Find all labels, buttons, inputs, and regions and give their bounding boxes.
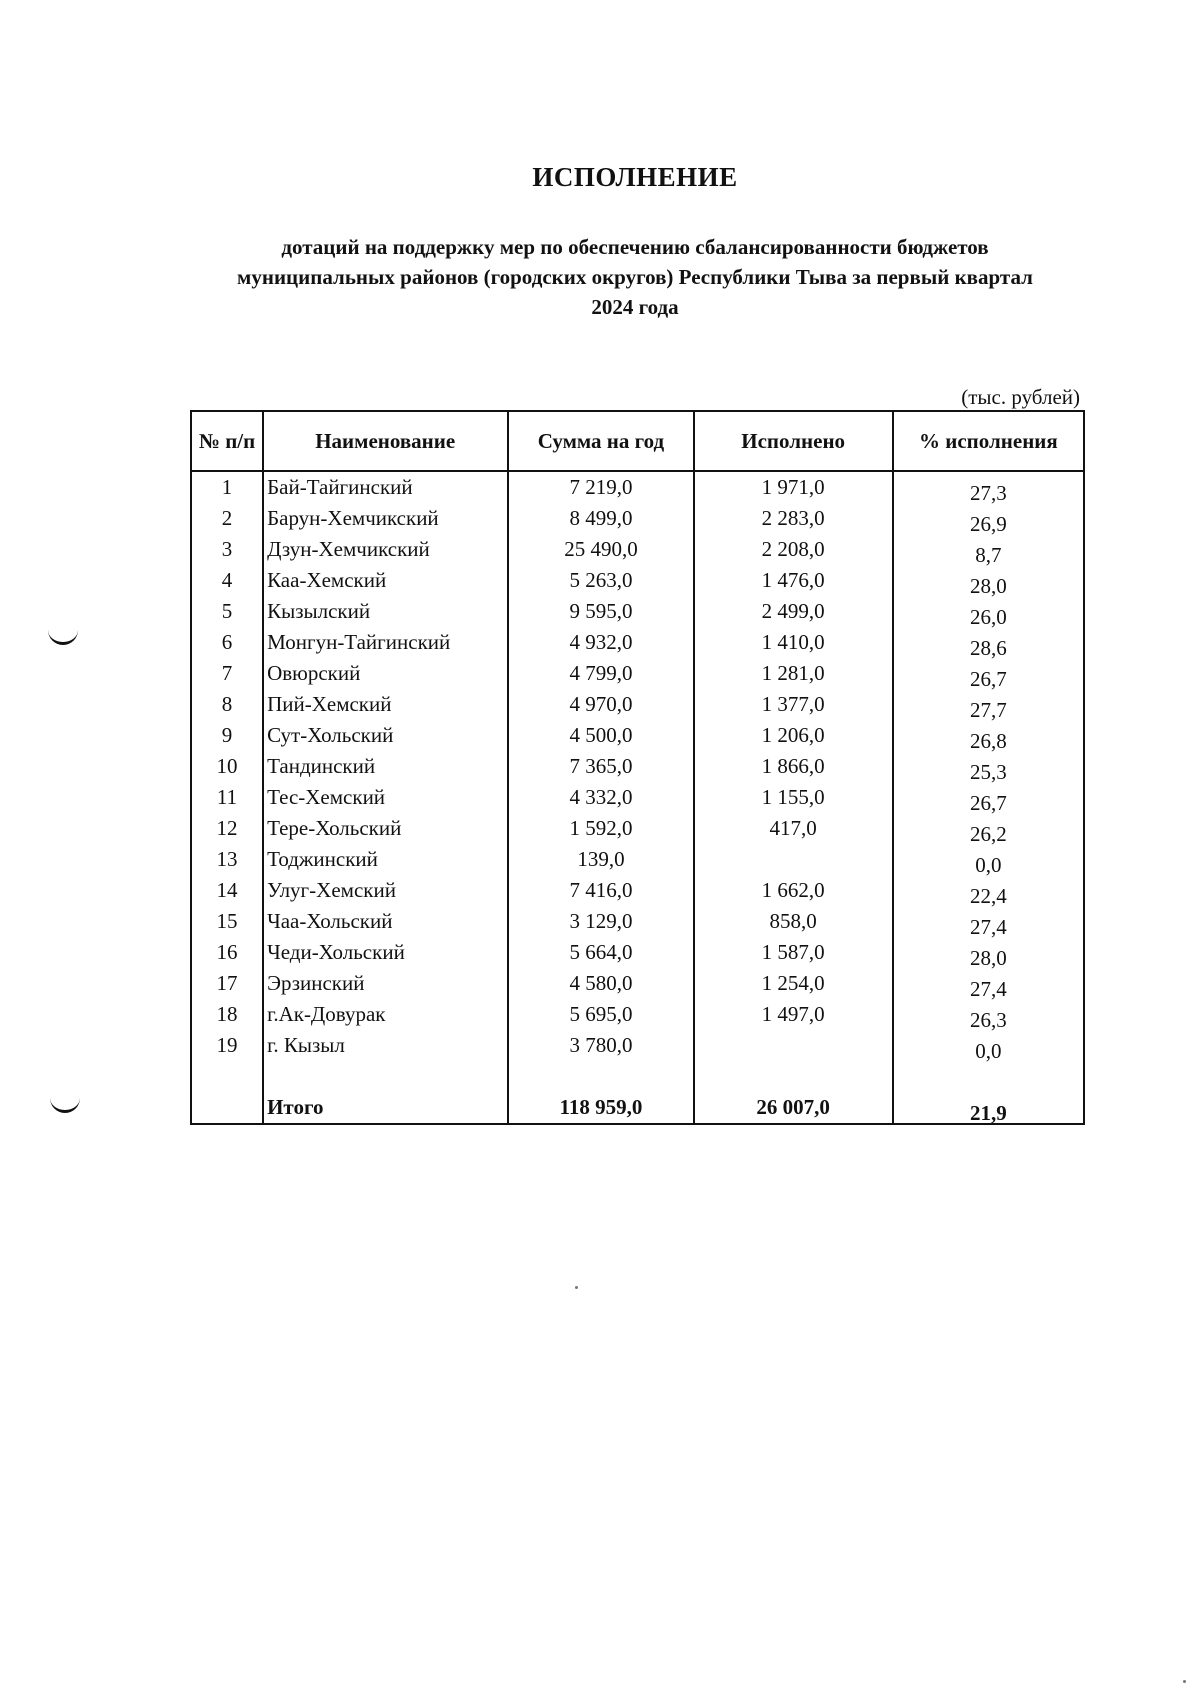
row-percent [893,565,1084,596]
subsidy-execution-table [190,410,1085,1125]
row-percent [893,471,1084,503]
row-percent-value: 8,7 [975,543,1002,567]
row-percent [893,844,1084,875]
row-annual-sum: 5 695,0 [508,999,693,1030]
row-district-name: Бай-Тайгинский [263,471,508,503]
row-percent-value: 28,0 [970,574,1007,598]
table-body [191,471,1084,1124]
row-number: 2 [191,503,263,534]
table-row [191,596,1084,627]
row-percent [893,813,1084,844]
row-district-name: Тере-Хольский [263,813,508,844]
row-percent-value: 26,7 [970,667,1007,691]
row-executed [694,844,893,875]
row-annual-sum: 4 580,0 [508,968,693,999]
row-annual-sum: 5 263,0 [508,565,693,596]
row-district-name: Пий-Хемский [263,689,508,720]
units-note: (тыс. рублей) [961,385,1080,409]
table-row [191,689,1084,720]
row-number: 9 [191,720,263,751]
total-label: Итого [263,1092,508,1124]
row-percent-value: 26,7 [970,791,1007,815]
row-executed: 858,0 [694,906,893,937]
table-row [191,906,1084,937]
row-executed: 1 971,0 [694,471,893,503]
table-row [191,875,1084,906]
total-executed: 26 007,0 [694,1092,893,1124]
row-annual-sum: 7 416,0 [508,875,693,906]
table-row [191,751,1084,782]
row-percent-value: 26,3 [970,1008,1007,1032]
row-number: 12 [191,813,263,844]
row-percent-value: 26,8 [970,729,1007,753]
row-percent [893,875,1084,906]
page-subtitle: дотаций на поддержку мер по обеспечению сбалансированности бюджетов муниципальных районов (городских округов) Республики Тыва за первый квартал 2024 года [237,235,1033,319]
table-row [191,565,1084,596]
row-number: 4 [191,565,263,596]
row-district-name: Каа-Хемский [263,565,508,596]
row-number: 3 [191,534,263,565]
table-header-row [191,411,1084,471]
row-executed: 2 208,0 [694,534,893,565]
row-district-name: Тес-Хемский [263,782,508,813]
row-number: 1 [191,471,263,503]
scan-speck [575,1286,578,1289]
table-row [191,658,1084,689]
row-percent [893,627,1084,658]
row-executed: 1 410,0 [694,627,893,658]
row-percent-value: 25,3 [970,760,1007,784]
row-percent-value: 27,4 [970,977,1007,1001]
row-percent [893,751,1084,782]
row-number: 16 [191,937,263,968]
row-number: 15 [191,906,263,937]
row-percent [893,534,1084,565]
row-executed: 1 587,0 [694,937,893,968]
margin-mark-lower [50,1098,80,1113]
row-district-name: Улуг-Хемский [263,875,508,906]
row-district-name: Монгун-Тайгинский [263,627,508,658]
row-annual-sum: 4 932,0 [508,627,693,658]
table-row [191,1030,1084,1061]
row-percent [893,906,1084,937]
row-district-name: Чаа-Хольский [263,906,508,937]
header-annual-sum: Сумма на год [508,411,693,471]
row-district-name: Сут-Хольский [263,720,508,751]
row-percent-value: 28,0 [970,946,1007,970]
row-number: 7 [191,658,263,689]
row-district-name: Тоджинский [263,844,508,875]
row-annual-sum: 8 499,0 [508,503,693,534]
total-number-cell [191,1092,263,1124]
row-annual-sum: 4 799,0 [508,658,693,689]
row-annual-sum: 139,0 [508,844,693,875]
scan-speck-corner [1183,1680,1186,1683]
row-percent-value: 0,0 [975,853,1002,877]
row-district-name: Эрзинский [263,968,508,999]
row-percent [893,937,1084,968]
table-row [191,937,1084,968]
row-percent-value: 22,4 [970,884,1007,908]
row-number: 8 [191,689,263,720]
row-percent-value: 28,6 [970,636,1007,660]
row-percent-value: 26,2 [970,822,1007,846]
row-annual-sum: 4 970,0 [508,689,693,720]
page-title: ИСПОЛНЕНИЕ [532,162,738,192]
row-number: 14 [191,875,263,906]
row-number: 17 [191,968,263,999]
row-executed: 2 499,0 [694,596,893,627]
row-executed: 417,0 [694,813,893,844]
row-percent-value: 27,4 [970,915,1007,939]
table-row [191,844,1084,875]
header-number: № п/п [191,411,263,471]
row-annual-sum: 4 332,0 [508,782,693,813]
row-executed: 1 254,0 [694,968,893,999]
row-percent-value: 27,3 [970,481,1007,505]
row-district-name: Барун-Хемчикский [263,503,508,534]
table-row [191,471,1084,503]
row-percent [893,999,1084,1030]
row-annual-sum: 4 500,0 [508,720,693,751]
row-district-name: г.Ак-Довурак [263,999,508,1030]
row-percent [893,658,1084,689]
row-number: 6 [191,627,263,658]
row-district-name: Дзун-Хемчикский [263,534,508,565]
row-annual-sum: 9 595,0 [508,596,693,627]
row-district-name: Кызылский [263,596,508,627]
total-annual-sum: 118 959,0 [508,1092,693,1124]
row-executed: 1 281,0 [694,658,893,689]
table-row [191,999,1084,1030]
row-percent-value: 27,7 [970,698,1007,722]
table-row [191,968,1084,999]
row-executed: 1 866,0 [694,751,893,782]
row-number: 13 [191,844,263,875]
row-percent-value: 0,0 [975,1039,1002,1063]
row-annual-sum: 7 219,0 [508,471,693,503]
spacer-row [191,1061,1084,1092]
row-number: 18 [191,999,263,1030]
row-executed: 1 377,0 [694,689,893,720]
row-district-name: Овюрский [263,658,508,689]
row-percent [893,720,1084,751]
row-executed: 1 497,0 [694,999,893,1030]
header-percent: % исполнения [893,411,1084,471]
row-number: 19 [191,1030,263,1061]
row-annual-sum: 5 664,0 [508,937,693,968]
row-annual-sum: 3 780,0 [508,1030,693,1061]
row-percent [893,782,1084,813]
row-executed [694,1030,893,1061]
row-percent-value: 26,0 [970,605,1007,629]
table-row [191,782,1084,813]
row-number: 10 [191,751,263,782]
row-district-name: г. Кызыл [263,1030,508,1061]
table-row [191,503,1084,534]
row-executed: 1 206,0 [694,720,893,751]
row-annual-sum: 1 592,0 [508,813,693,844]
margin-mark-upper [48,630,78,645]
table-row [191,813,1084,844]
total-row [191,1092,1084,1124]
row-percent [893,1030,1084,1061]
total-percent [893,1092,1084,1124]
header-executed: Исполнено [694,411,893,471]
row-percent [893,968,1084,999]
row-annual-sum: 3 129,0 [508,906,693,937]
row-percent [893,689,1084,720]
row-percent-value: 26,9 [970,512,1007,536]
total-percent-value: 21,9 [970,1101,1007,1125]
row-percent [893,503,1084,534]
row-number: 5 [191,596,263,627]
row-annual-sum: 7 365,0 [508,751,693,782]
table-row [191,720,1084,751]
table-row [191,534,1084,565]
row-district-name: Тандинский [263,751,508,782]
row-executed: 1 662,0 [694,875,893,906]
row-executed: 1 155,0 [694,782,893,813]
header-name: Наименование [263,411,508,471]
row-annual-sum: 25 490,0 [508,534,693,565]
row-district-name: Чеди-Хольский [263,937,508,968]
row-percent [893,596,1084,627]
row-number: 11 [191,782,263,813]
row-executed: 1 476,0 [694,565,893,596]
table-row [191,627,1084,658]
row-executed: 2 283,0 [694,503,893,534]
